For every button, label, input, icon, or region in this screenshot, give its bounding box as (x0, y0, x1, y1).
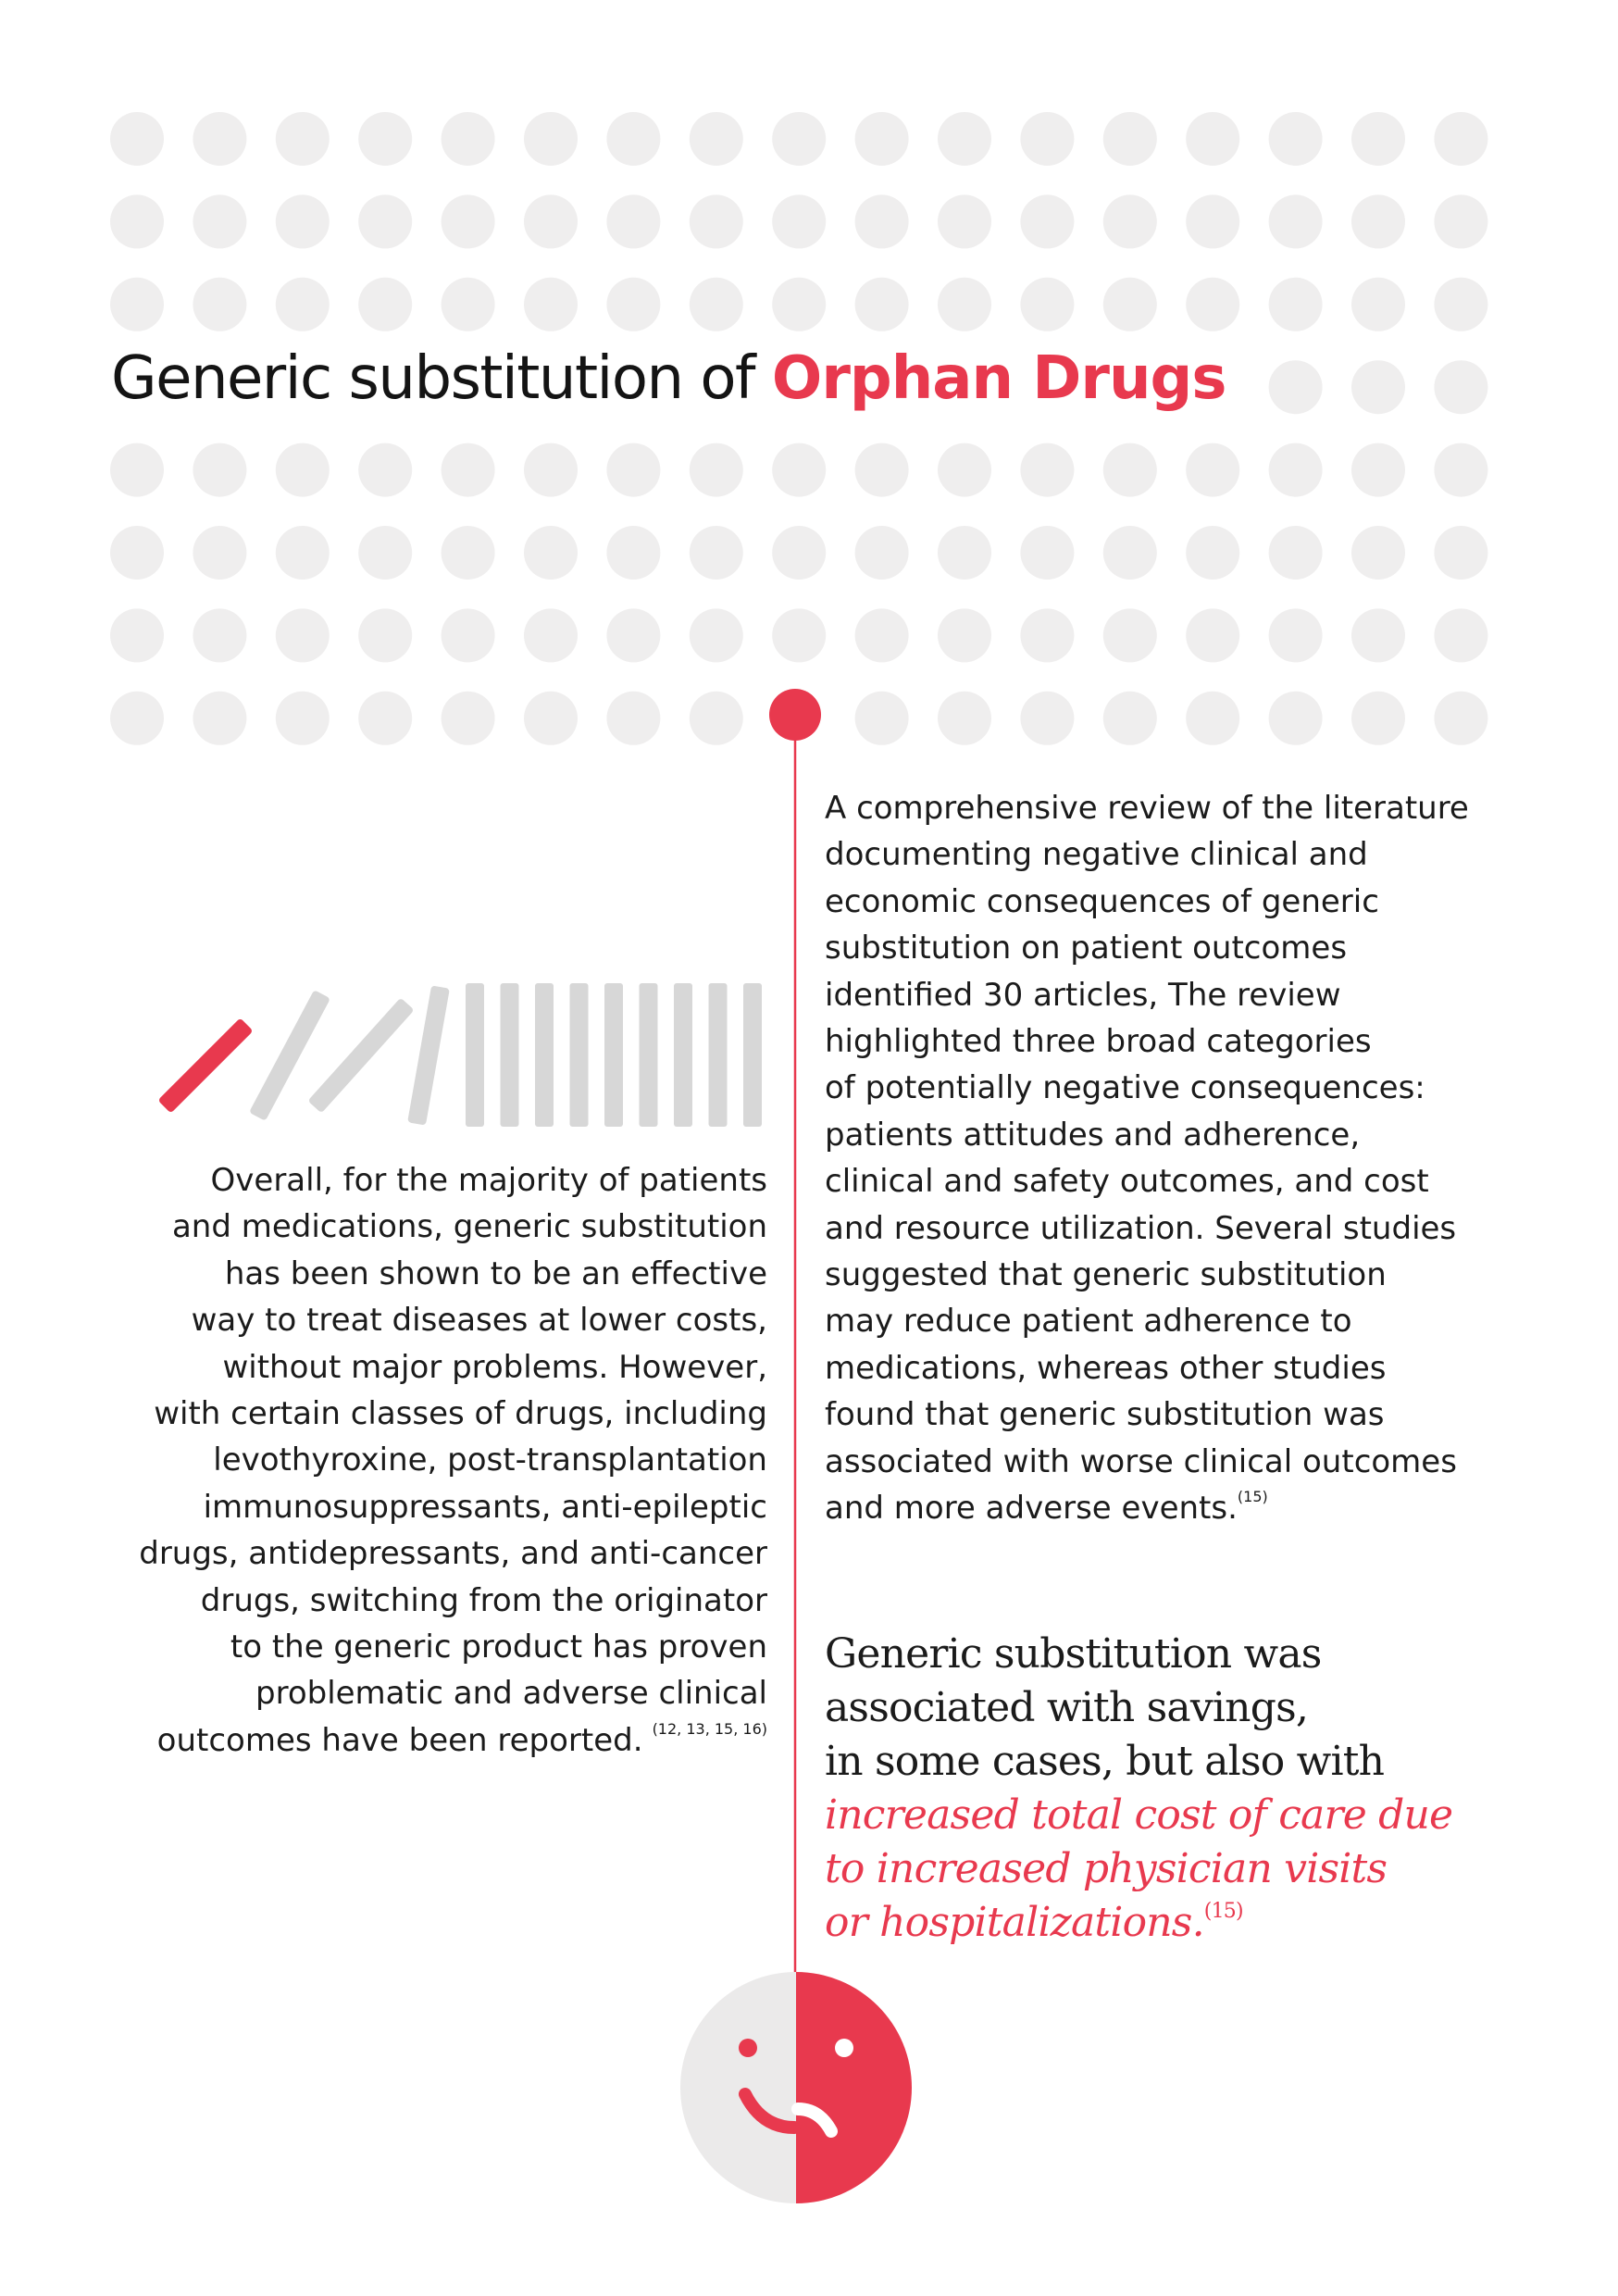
left-column-line: with certain classes of drugs, including (154, 1395, 767, 1433)
domino-falling-3 (407, 985, 450, 1125)
background-dot (110, 692, 164, 745)
background-dot (1186, 194, 1239, 248)
background-dot (938, 112, 991, 166)
background-dot (1103, 194, 1157, 248)
background-dot (1020, 692, 1074, 745)
quote-reference: (15) (1203, 1900, 1243, 1923)
domino-standing (535, 983, 554, 1127)
background-dot (1351, 526, 1405, 580)
background-dot (276, 692, 330, 745)
left-column-line: to the generic product has proven (230, 1628, 767, 1666)
background-dot (1269, 112, 1323, 166)
background-dot (1434, 278, 1487, 331)
quote-line: associated with savings, (825, 1684, 1309, 1731)
background-dot (1434, 526, 1487, 580)
background-dot (1269, 194, 1323, 248)
background-dot (524, 692, 578, 745)
domino-fallen-red (157, 1017, 253, 1113)
background-dot (1351, 194, 1405, 248)
right-column-line: may reduce patient adherence to (825, 1303, 1352, 1341)
background-dot (1351, 112, 1405, 166)
background-dot (1269, 608, 1323, 662)
domino-standing (743, 983, 762, 1127)
background-dot (1269, 443, 1323, 497)
right-column-line: clinical and safety outcomes, and cost (825, 1163, 1429, 1201)
background-dot (110, 112, 164, 166)
domino-standing (570, 983, 589, 1127)
quote-line: Generic substitution was (825, 1630, 1322, 1678)
background-dot (442, 194, 495, 248)
background-dot (193, 112, 246, 166)
background-dot (1103, 278, 1157, 331)
background-dot (358, 112, 412, 166)
falling-dominoes-icon (157, 972, 787, 1139)
background-dot (193, 692, 246, 745)
right-column-line: and more adverse events. (825, 1490, 1238, 1528)
background-dot (1351, 360, 1405, 414)
background-dot (1269, 278, 1323, 331)
right-column-line: associated with worse clinical outcomes (825, 1442, 1457, 1480)
background-dot (772, 608, 826, 662)
background-dot (524, 194, 578, 248)
background-dot (938, 608, 991, 662)
background-dot (938, 194, 991, 248)
standing-dominoes (466, 983, 762, 1127)
background-dot (1434, 112, 1487, 166)
background-dot (193, 278, 246, 331)
left-column-line: outcomes have been reported. (156, 1721, 643, 1759)
background-dot (606, 608, 660, 662)
background-dot (110, 194, 164, 248)
right-column-line: A comprehensive review of the literature (825, 790, 1469, 827)
right-column-line: found that generic substitution was (825, 1396, 1385, 1434)
background-dot (606, 112, 660, 166)
background-dot (524, 112, 578, 166)
background-dot (1020, 443, 1074, 497)
background-dot (442, 443, 495, 497)
background-dot (690, 194, 743, 248)
right-column-line: identified 30 articles, The review (825, 976, 1341, 1014)
background-dot (1020, 278, 1074, 331)
background-dot (524, 443, 578, 497)
background-dot (1186, 443, 1239, 497)
domino-standing (640, 983, 658, 1127)
background-dot (938, 443, 991, 497)
face-right-eye (835, 2039, 853, 2057)
background-dot (110, 526, 164, 580)
background-dot (358, 692, 412, 745)
page-title-highlight: Orphan Drugs (771, 344, 1226, 413)
background-dot (1103, 692, 1157, 745)
background-dot (1434, 194, 1487, 248)
left-column-line: drugs, antidepressants, and anti-cancer (139, 1535, 767, 1573)
left-column-line: and medications, generic substitution (171, 1208, 767, 1246)
quote-highlight-line: to increased physician visits (825, 1845, 1388, 1892)
right-column-line: of potentially negative consequences: (825, 1069, 1425, 1107)
page-title (111, 344, 1226, 413)
left-column-paragraph (102, 1157, 767, 1764)
background-dot (193, 443, 246, 497)
background-dot (193, 526, 246, 580)
domino-standing (709, 983, 728, 1127)
right-column-line: economic consequences of generic (825, 882, 1379, 920)
left-column-line: has been shown to be an effective (224, 1254, 767, 1292)
background-dot (772, 194, 826, 248)
domino-standing (674, 983, 692, 1127)
background-dot (855, 112, 909, 166)
background-dot (110, 608, 164, 662)
background-dot (938, 526, 991, 580)
left-column-reference: (12, 13, 15, 16) (652, 1719, 767, 1738)
left-column-line: without major problems. However, (222, 1348, 767, 1386)
background-dot (1351, 608, 1405, 662)
background-dot (1186, 112, 1239, 166)
background-dot (442, 608, 495, 662)
background-dot (690, 608, 743, 662)
face-sad-half (796, 1972, 912, 2203)
quote-line: in some cases, but also with (825, 1738, 1385, 1785)
background-dot (193, 608, 246, 662)
background-dot (276, 194, 330, 248)
background-dot (110, 278, 164, 331)
domino-standing (501, 983, 519, 1127)
background-dot (690, 112, 743, 166)
left-column-line: drugs, switching from the originator (200, 1581, 767, 1619)
background-dot (524, 278, 578, 331)
right-column-paragraph (825, 785, 1510, 1532)
right-column-line: documenting negative clinical and (825, 836, 1368, 874)
background-dot (276, 526, 330, 580)
left-column-line: problematic and adverse clinical (255, 1675, 767, 1713)
background-dot (772, 112, 826, 166)
background-dot (772, 443, 826, 497)
background-dot (1351, 443, 1405, 497)
background-dot (276, 443, 330, 497)
background-dot (442, 278, 495, 331)
background-dot (1434, 692, 1487, 745)
background-dot (606, 526, 660, 580)
background-dot (1434, 608, 1487, 662)
quote-highlight-line: increased total cost of care due (825, 1791, 1453, 1839)
background-dot (855, 526, 909, 580)
background-dot (938, 692, 991, 745)
pull-quote (825, 1628, 1528, 1950)
background-dot (358, 526, 412, 580)
background-dot (690, 443, 743, 497)
right-column-line: and resource utilization. Several studies (825, 1209, 1457, 1247)
quote-highlight-line: or hospitalizations. (825, 1899, 1204, 1946)
background-dot (938, 278, 991, 331)
background-dot (1351, 278, 1405, 331)
face-happy-half (680, 1972, 796, 2203)
background-dot (276, 112, 330, 166)
background-dot (1020, 194, 1074, 248)
background-dot (442, 692, 495, 745)
background-dot (1103, 112, 1157, 166)
background-dot (855, 443, 909, 497)
background-dot (1269, 526, 1323, 580)
background-dot (855, 194, 909, 248)
background-dot (1186, 608, 1239, 662)
background-dot (855, 608, 909, 662)
background-dot (1186, 526, 1239, 580)
background-dot (606, 278, 660, 331)
background-dot (855, 692, 909, 745)
background-dot (606, 194, 660, 248)
background-dot (690, 692, 743, 745)
right-column-reference: (15) (1237, 1488, 1268, 1506)
domino-standing (604, 983, 623, 1127)
background-dot (110, 443, 164, 497)
background-dot (690, 526, 743, 580)
background-dot (524, 526, 578, 580)
background-dot (358, 194, 412, 248)
background-dot (1434, 360, 1487, 414)
background-dot (193, 194, 246, 248)
left-column-line: way to treat diseases at lower costs, (191, 1302, 767, 1340)
left-column-line: Overall, for the majority of patients (210, 1162, 767, 1199)
background-dot (358, 443, 412, 497)
background-dot (1351, 692, 1405, 745)
background-dot (1020, 112, 1074, 166)
right-column-line: suggested that generic substitution (825, 1256, 1387, 1294)
background-dot (772, 526, 826, 580)
background-dot (1434, 443, 1487, 497)
background-dot (1186, 692, 1239, 745)
right-column-line: patients attitudes and adherence, (825, 1116, 1361, 1154)
background-dot (1269, 692, 1323, 745)
background-dot (1020, 526, 1074, 580)
background-dot (1186, 278, 1239, 331)
right-column-line: medications, whereas other studies (825, 1349, 1387, 1387)
background-dot (276, 608, 330, 662)
background-dot (358, 278, 412, 331)
background-dot (855, 278, 909, 331)
left-column-line: levothyroxine, post-transplantation (213, 1441, 767, 1479)
background-dot (606, 443, 660, 497)
right-column-line: substitution on patient outcomes (825, 930, 1348, 967)
background-dot (442, 112, 495, 166)
background-dot (358, 608, 412, 662)
face-left-eye (739, 2039, 757, 2057)
background-dot (1103, 608, 1157, 662)
left-column-line: immunosuppressants, anti-epileptic (203, 1488, 767, 1526)
background-dot (524, 608, 578, 662)
page-title-prefix: Generic substitution of (111, 344, 772, 413)
background-dot (442, 526, 495, 580)
background-dot (772, 278, 826, 331)
domino-falling-2 (307, 998, 414, 1114)
domino-standing (466, 983, 484, 1127)
background-dot (1020, 608, 1074, 662)
right-column-line: highlighted three broad categories (825, 1023, 1372, 1061)
background-dot (1103, 443, 1157, 497)
happy-sad-face-icon (680, 1972, 912, 2203)
background-dot (1103, 526, 1157, 580)
background-dot (1269, 360, 1323, 414)
background-dot (690, 278, 743, 331)
background-dot (276, 278, 330, 331)
background-dot (606, 692, 660, 745)
